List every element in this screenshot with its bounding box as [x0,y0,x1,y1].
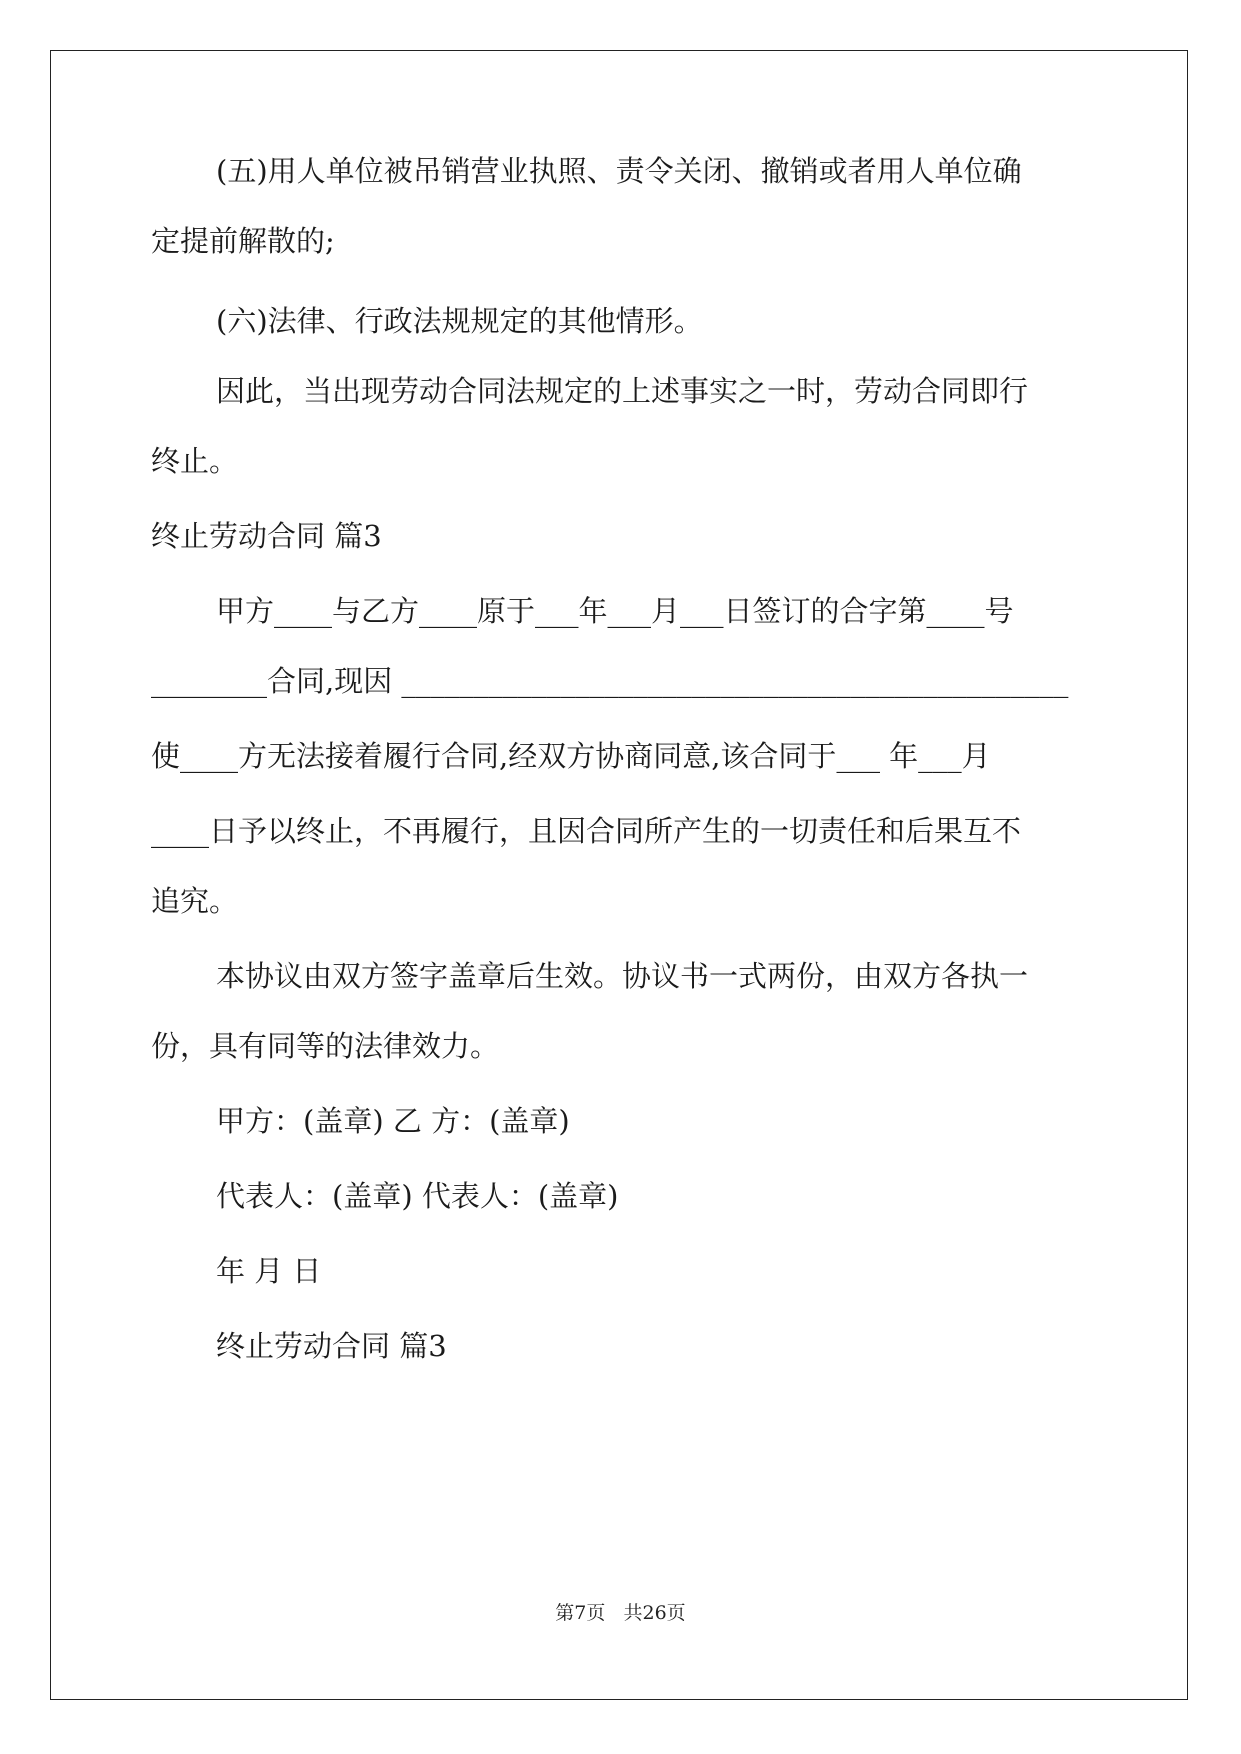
section-heading: 终止劳动合同 篇3 [151,519,382,553]
paragraph-line: (六)法律、行政法规规定的其他情形。 [216,304,703,338]
page-border [50,50,1188,1700]
paragraph-line: 甲方____与乙方____原于___年___月___日签订的合字第____号 [216,594,1014,628]
paragraph-line: 份，具有同等的法律效力。 [151,1029,500,1063]
paragraph-line: ____日予以终止，不再履行，且因合同所产生的一切责任和后果互不 [151,814,1022,848]
signature-line-party: 甲方：(盖章) 乙 方：(盖章) [216,1104,570,1138]
paragraph-line: 本协议由双方签字盖章后生效。协议书一式两份，由双方各执一 [216,959,1029,993]
date-line: 年 月 日 [216,1254,322,1288]
paragraph-line: 终止。 [151,444,239,478]
page-footer: 第7页 共26页 [555,1602,686,1624]
paragraph-line: ________合同,现因 ______________________________________________ [151,664,1069,698]
paragraph-line: 使____方无法接着履行合同,经双方协商同意,该合同于___ 年___月 [151,739,991,773]
paragraph-line: 因此，当出现劳动合同法规定的上述事实之一时，劳动合同即行 [216,374,1029,408]
paragraph-line: 定提前解散的; [151,224,335,258]
paragraph-line: 追究。 [151,884,239,918]
paragraph-line: (五)用人单位被吊销营业执照、责令关闭、撤销或者用人单位确 [216,154,1022,188]
section-heading: 终止劳动合同 篇3 [216,1329,447,1363]
signature-line-representative: 代表人：(盖章) 代表人：(盖章) [216,1179,619,1213]
